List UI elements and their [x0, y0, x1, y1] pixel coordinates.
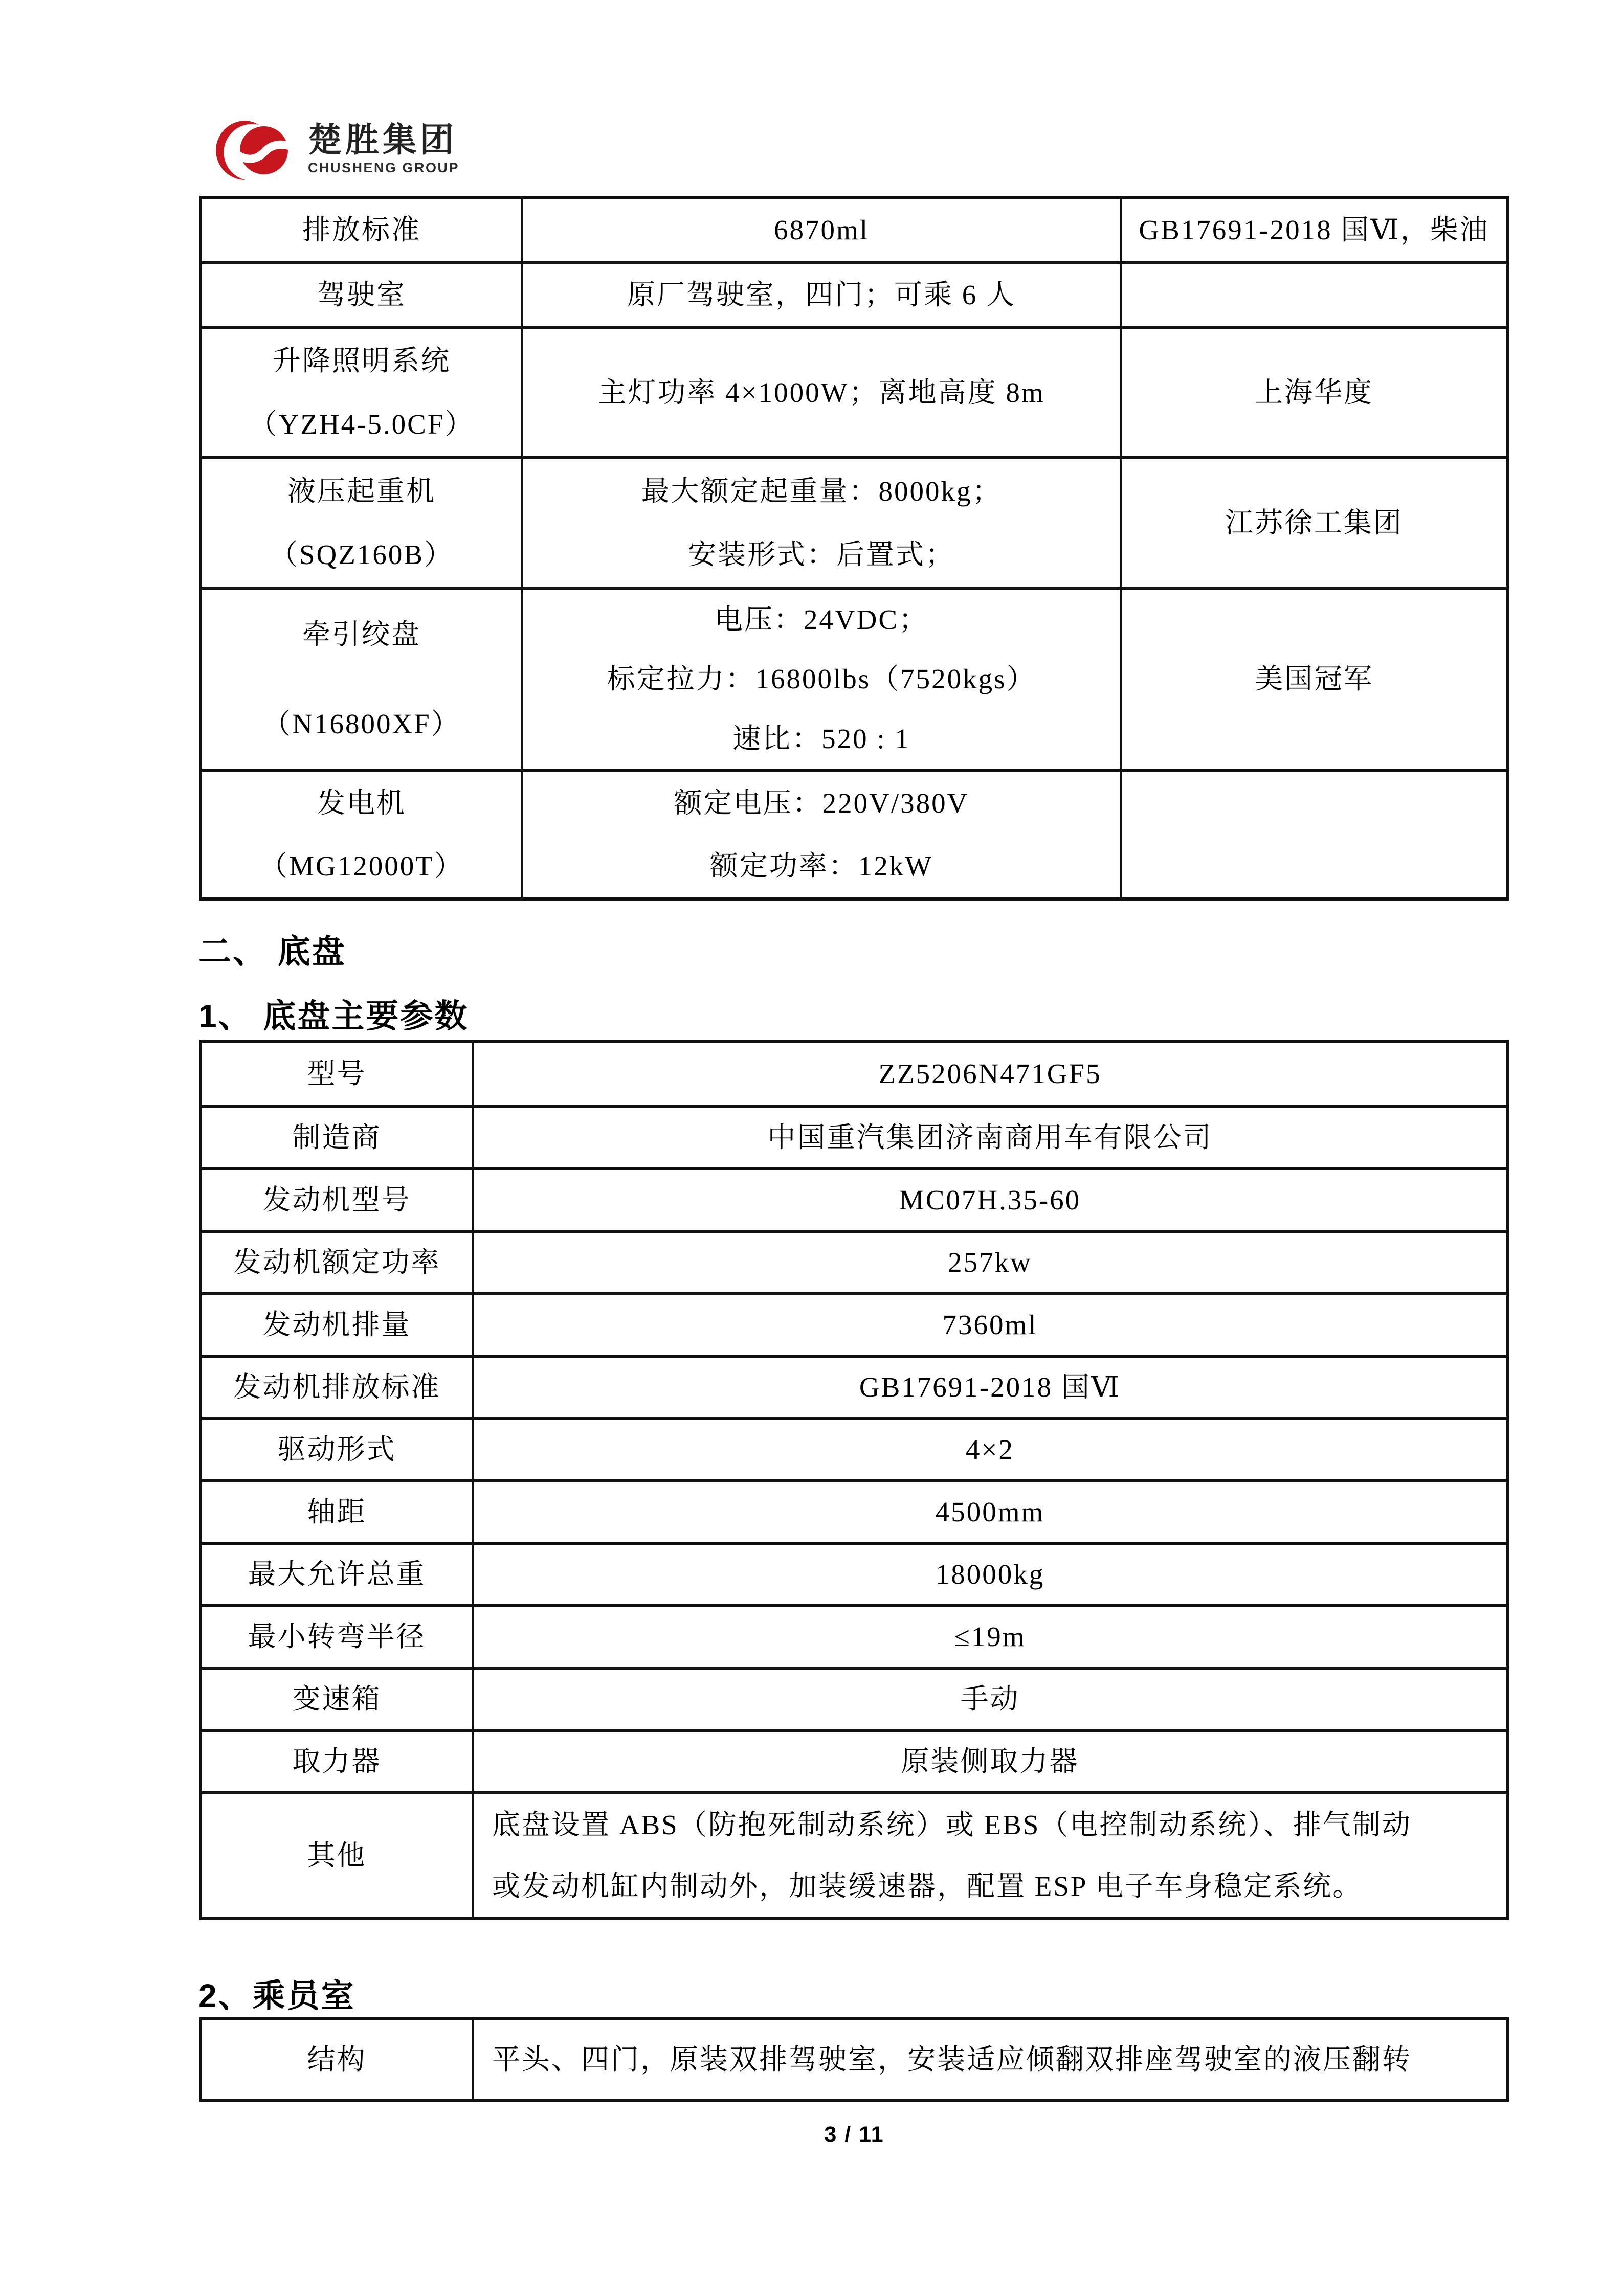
param-label-cell	[202, 1545, 472, 1604]
param-value: 4×2	[965, 1434, 1015, 1466]
table-row	[202, 1105, 1506, 1167]
table-row	[202, 2020, 1506, 2099]
spec-label: 发电机	[317, 787, 406, 819]
param-value: 中国重汽集团济南商用车有限公司	[767, 1122, 1213, 1154]
spec-label-model: （N16800XF）	[262, 708, 461, 739]
param-value-cell	[472, 1607, 1506, 1667]
subsection-heading-chassis-params: 1、 底盘主要参数	[198, 998, 469, 1034]
param-label-cell	[202, 1732, 472, 1791]
spec-supplier-cell	[1120, 772, 1506, 897]
param-label: 发动机排量	[262, 1309, 411, 1341]
table-row	[202, 1667, 1506, 1729]
param-label: 发动机额定功率	[233, 1247, 441, 1278]
param-value: 原装侧取力器	[901, 1746, 1079, 1777]
spec-value-cell	[521, 329, 1120, 456]
chassis-parameters-table	[199, 1040, 1509, 1920]
table-row	[202, 769, 1506, 897]
param-label-cell	[202, 1358, 472, 1417]
param-label: 取力器	[292, 1746, 382, 1777]
param-label-cell	[202, 1295, 472, 1355]
param-value-cell	[472, 1295, 1506, 1355]
param-label: 制造商	[292, 1122, 382, 1154]
spec-label: 排放标准	[302, 214, 421, 246]
param-label: 变速箱	[292, 1683, 382, 1715]
param-label-cell	[202, 1043, 472, 1105]
spec-supplier-cell	[1120, 590, 1506, 769]
table-row	[202, 587, 1506, 769]
param-label: 发动机排放标准	[233, 1371, 441, 1403]
spec-value: 主灯功率 4×1000W；离地高度 8m	[598, 376, 1045, 408]
spec-supplier: 美国冠军	[1254, 663, 1373, 695]
superstructure-spec-table	[199, 196, 1509, 901]
param-value-cell	[472, 1482, 1506, 1542]
spec-value: 电压：24VDC；	[714, 603, 929, 635]
spec-value-cell	[521, 590, 1120, 769]
spec-label-cell	[202, 772, 521, 897]
spec-label: 牵引绞盘	[302, 618, 421, 650]
param-label-cell	[202, 1607, 472, 1667]
param-value: 4500mm	[935, 1496, 1045, 1528]
param-value-cell	[472, 1670, 1506, 1729]
param-value: 底盘设置 ABS（防抱死制动系统）或 EBS（电控制动系统）、排气制动	[492, 1809, 1412, 1841]
param-value: 手动	[960, 1683, 1020, 1715]
param-value-cell	[472, 1420, 1506, 1479]
spec-value: 安装形式：后置式；	[687, 539, 955, 571]
param-value-cell	[472, 1358, 1506, 1417]
spec-supplier: GB17691-2018 国Ⅵ，柴油	[1139, 214, 1489, 246]
spec-label-cell	[202, 459, 521, 587]
spec-label: 驾驶室	[317, 279, 406, 311]
spec-value: 标定拉力：16800lbs（7520kgs）	[607, 663, 1036, 695]
spec-supplier-cell	[1120, 199, 1506, 261]
spec-value: 额定功率：12kW	[709, 850, 933, 882]
spec-value-cell	[521, 772, 1120, 897]
param-value: 257kw	[948, 1247, 1032, 1278]
spec-value-cell	[521, 199, 1120, 261]
spec-value: 原厂驾驶室，四门；可乘 6 人	[627, 279, 1016, 311]
param-value: 平头、四门，原装双排驾驶室，安装适应倾翻双排座驾驶室的液压翻转	[492, 2043, 1412, 2075]
param-label-cell	[202, 1794, 472, 1917]
param-label-cell	[202, 1233, 472, 1292]
subsection-heading-crew-cab: 2、乘员室	[198, 1977, 355, 2014]
param-value: 或发动机缸内制动外，加装缓速器，配置 ESP 电子车身稳定系统。	[492, 1871, 1363, 1902]
table-row	[202, 326, 1506, 456]
param-value-cell	[472, 2020, 1506, 2099]
page-number: 3 / 11	[824, 2122, 884, 2147]
param-value: ≤19m	[954, 1621, 1026, 1653]
chusheng-cs-icon	[216, 114, 293, 188]
table-row	[202, 1043, 1506, 1105]
company-logo	[216, 114, 459, 188]
spec-label: 液压起重机	[287, 475, 436, 507]
spec-value: 速比：520 : 1	[732, 723, 910, 755]
table-row	[202, 456, 1506, 587]
table-row	[202, 1292, 1506, 1355]
param-value-cell	[472, 1043, 1506, 1105]
table-row-other	[202, 1791, 1506, 1917]
spec-label-model: （YZH4-5.0CF）	[249, 409, 475, 440]
param-label-cell	[202, 1670, 472, 1729]
spec-supplier-cell	[1120, 329, 1506, 456]
param-value: 18000kg	[935, 1559, 1045, 1590]
param-value-cell	[472, 1794, 1506, 1917]
spec-supplier-cell	[1120, 459, 1506, 587]
param-label-cell	[202, 1170, 472, 1230]
spec-label-model: （MG12000T）	[259, 850, 464, 882]
spec-label: 升降照明系统	[272, 345, 451, 376]
table-row	[202, 1542, 1506, 1604]
spec-label-cell	[202, 329, 521, 456]
spec-label-cell	[202, 590, 521, 769]
param-value-cell	[472, 1170, 1506, 1230]
param-label: 驱动形式	[277, 1434, 396, 1466]
spec-supplier: 江苏徐工集团	[1225, 507, 1403, 538]
param-label: 最小转弯半径	[248, 1621, 426, 1653]
spec-value: 最大额定起重量：8000kg；	[641, 475, 1002, 507]
table-row	[202, 1417, 1506, 1479]
spec-label-cell	[202, 264, 521, 326]
spec-value-cell	[521, 264, 1120, 326]
param-value: ZZ5206N471GF5	[878, 1058, 1102, 1090]
spec-label-cell	[202, 199, 521, 261]
section-heading-chassis: 二、 底盘	[198, 933, 346, 970]
company-name-cn: 楚胜集团	[308, 121, 457, 159]
param-value-cell	[472, 1233, 1506, 1292]
logo-text-block	[308, 114, 459, 175]
table-row	[202, 1729, 1506, 1791]
spec-value: 6870ml	[773, 214, 870, 246]
table-row	[202, 1479, 1506, 1542]
param-label-cell	[202, 1482, 472, 1542]
param-label: 发动机型号	[262, 1184, 411, 1216]
param-label: 结构	[307, 2043, 367, 2075]
param-value: GB17691-2018 国Ⅵ	[859, 1371, 1121, 1403]
param-label: 型号	[307, 1058, 367, 1090]
param-label: 其他	[307, 1840, 367, 1872]
param-value: MC07H.35-60	[899, 1184, 1081, 1216]
param-label-cell	[202, 1420, 472, 1479]
crew-cab-table	[199, 2017, 1509, 2102]
company-name-en: CHUSHENG GROUP	[308, 160, 460, 175]
table-row	[202, 1167, 1506, 1230]
param-value-cell	[472, 1108, 1506, 1167]
spec-value-cell	[521, 459, 1120, 587]
spec-label-model: （SQZ160B）	[269, 539, 454, 571]
param-label: 轴距	[307, 1496, 367, 1528]
spec-supplier-cell	[1120, 264, 1506, 326]
spec-supplier: 上海华度	[1254, 376, 1373, 408]
spec-value: 额定电压：220V/380V	[674, 787, 969, 819]
param-label: 最大允许总重	[248, 1559, 426, 1590]
param-value-cell	[472, 1545, 1506, 1604]
param-label-cell	[202, 2020, 472, 2099]
param-value: 7360ml	[942, 1309, 1038, 1341]
table-row	[202, 1604, 1506, 1667]
table-row	[202, 1230, 1506, 1292]
table-row	[202, 199, 1506, 261]
param-value-cell	[472, 1732, 1506, 1791]
table-row	[202, 1355, 1506, 1417]
table-row	[202, 261, 1506, 326]
param-label-cell	[202, 1108, 472, 1167]
